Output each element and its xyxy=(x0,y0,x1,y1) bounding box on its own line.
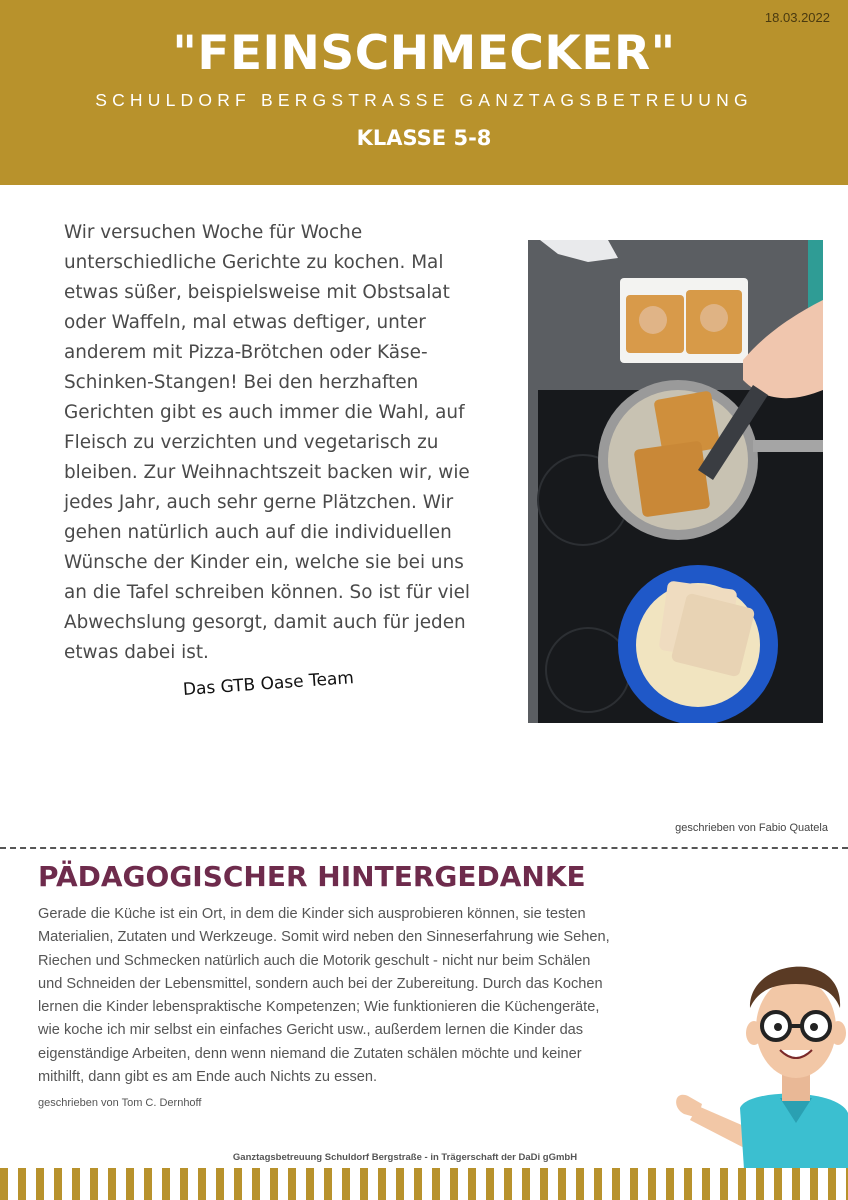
intro-line: Schinken-Stangen! Bei den herzhaften xyxy=(64,372,419,393)
intro-line: Abwechslung gesorgt, damit auch für jeden xyxy=(64,612,466,633)
intro-line: etwas dabei ist. xyxy=(64,642,209,663)
section-divider xyxy=(0,847,848,849)
intro-line: Fleisch zu verzichten und vegetarisch zu xyxy=(64,432,439,453)
page-subtitle: SCHULDORF BERGSTRASSE GANZTAGSBETREUUNG xyxy=(95,90,753,110)
intro-line: an die Tafel schreiben können. So ist für viel xyxy=(64,582,471,603)
section-text xyxy=(38,903,678,1089)
intro-line: etwas süßer, beispielsweise mit Obstsalat xyxy=(64,282,450,303)
date-label: 18.03.2022 xyxy=(764,10,830,25)
author-credit: geschrieben von Fabio Quatela xyxy=(675,822,828,834)
intro-line: gehen natürlich auch auf die individuellen xyxy=(64,522,452,543)
section-line: lernen die Kinder lebenspraktische Kompetenzen; Wie funktionieren die Küchengeräte, xyxy=(38,999,600,1016)
section-line: eigenständige Arbeiten, denn wenn niemand die Zutaten schälen möchte und keiner xyxy=(38,1045,582,1062)
footer-text: Ganztagsbetreuung Schuldorf Bergstraße - in Trägerschaft der DaDi gGmbH xyxy=(232,1152,578,1163)
intro-line: anderem mit Pizza-Brötchen oder Käse- xyxy=(64,342,428,363)
cooking-photo xyxy=(528,240,823,723)
section-heading: PÄDAGOGISCHER HINTERGEDANKE xyxy=(38,860,586,893)
intro-line: unterschiedliche Gerichte zu kochen. Mal xyxy=(64,252,444,273)
footer-stripes xyxy=(0,1168,848,1200)
team-signature: Das GTB Oase Team xyxy=(182,668,355,700)
intro-line: Gerichten gibt es auch immer die Wahl, auf xyxy=(64,402,465,423)
intro-line: Wir versuchen Woche für Woche xyxy=(64,222,363,243)
intro-text xyxy=(64,218,504,668)
section-line: und Schneiden der Lebensmittel, sondern auch bei der Zubereitung. Durch das Kochen xyxy=(38,975,603,992)
page-title: "FEINSCHMECKER" xyxy=(172,26,676,81)
section-line: Materialien, Zutaten und Werkzeuge. Somit wird neben den Sinneserfahrung wie Sehen, xyxy=(38,929,610,946)
section-line: wie koche ich mir selbst ein einfaches Gericht usw., außerdem lernen die Kinder das xyxy=(38,1022,584,1039)
section-line: Gerade die Küche ist ein Ort, in dem die Kinder sich ausprobieren können, sie testen xyxy=(38,906,586,922)
grade-label: KLASSE 5-8 xyxy=(356,126,492,150)
french-toast-illustration xyxy=(528,240,823,723)
intro-line: Wünsche der Kinder ein, welche sie bei uns xyxy=(64,552,464,573)
intro-line: bleiben. Zur Weihnachtszeit backen wir, wie xyxy=(64,462,470,483)
intro-line: oder Waffeln, mal etwas deftiger, unter xyxy=(64,312,426,333)
section-line: mithilft, dann gibt es am Ende auch Nichts zu essen. xyxy=(38,1069,378,1086)
intro-line: jedes Jahr, auch sehr gerne Plätzchen. Wir xyxy=(64,492,454,513)
section-line: Riechen und Schmecken natürlich auch die Motorik geschult - nicht nur beim Schälen xyxy=(38,952,591,969)
section-author-credit: geschrieben von Tom C. Dernhoff xyxy=(38,1097,202,1109)
header-banner xyxy=(0,0,848,185)
